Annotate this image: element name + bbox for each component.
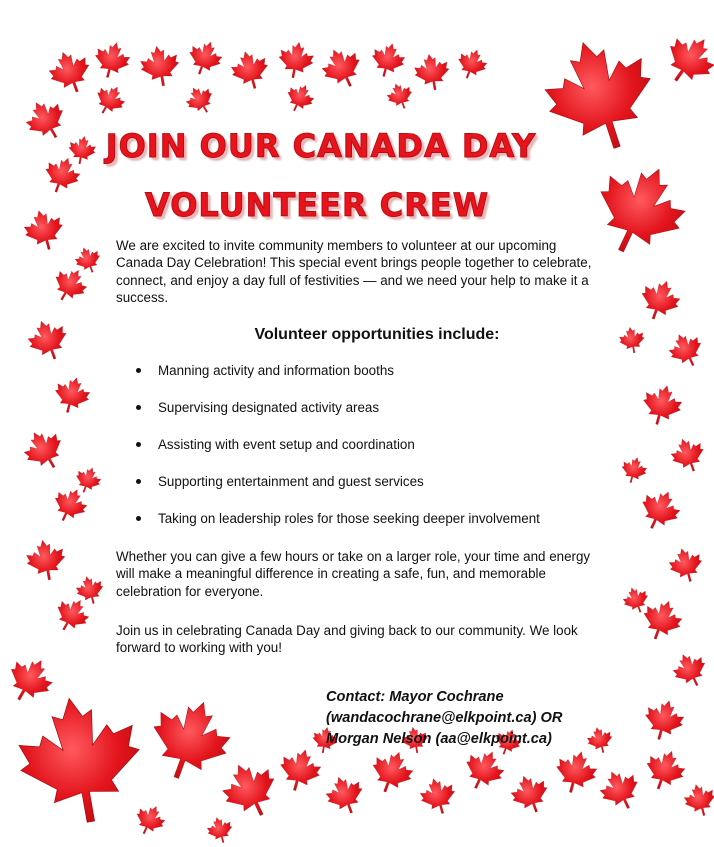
maple-leaf-icon [321, 771, 368, 819]
maple-leaf-icon [458, 744, 510, 796]
maple-leaf-icon [181, 81, 218, 119]
contact-line-3: Morgan Nelson (aa@elkpoint.ca) [326, 731, 552, 747]
maple-leaf-icon [205, 814, 236, 846]
maple-leaf-icon [634, 484, 686, 536]
maple-leaf-icon [316, 42, 368, 94]
maple-leaf-icon [594, 764, 646, 816]
maple-leaf-icon [368, 39, 408, 80]
maple-leaf-icon [90, 80, 130, 120]
maple-leaf-icon [138, 43, 183, 89]
bullet-icon [136, 516, 141, 521]
maple-leaf-icon [227, 47, 272, 93]
maple-leaf-icon [640, 696, 687, 745]
maple-leaf-icon [551, 746, 601, 797]
maple-leaf-icon [91, 38, 134, 82]
maple-leaf-icon [668, 648, 712, 693]
opportunities-list [136, 362, 540, 547]
bullet-icon [136, 368, 141, 373]
maple-leaf-icon [214, 754, 285, 826]
maple-leaf-icon [640, 745, 690, 796]
maple-leaf-icon [681, 781, 714, 820]
maple-leaf-icon [506, 770, 553, 818]
bullet-icon [136, 442, 141, 447]
maple-leaf-icon [619, 454, 650, 486]
list-item: Supervising designated activity areas [136, 399, 540, 436]
contact-info [326, 687, 616, 750]
maple-leaf-icon [44, 45, 96, 98]
maple-leaf-icon [17, 423, 70, 477]
maple-leaf-icon [620, 584, 652, 617]
contact-line-1: Contact: Mayor Cochrane [326, 689, 504, 705]
closing-paragraph: Whether you can give a few hours or take on a larger role, your time and energy will make a meaningful difference in creating a safe, fun, and memorable celebration for everyone. [116, 549, 591, 599]
maple-leaf-icon [656, 26, 714, 94]
maple-leaf-icon [51, 373, 94, 417]
maple-leaf-icon [49, 592, 94, 638]
maple-leaf-icon [0, 650, 60, 711]
maple-leaf-icon [10, 688, 150, 832]
list-item: Supporting entertainment and guest services [136, 473, 540, 510]
maple-leaf-icon [412, 51, 452, 92]
maple-leaf-icon [140, 689, 240, 790]
maple-leaf-icon [282, 80, 318, 117]
contact-line-2: (wandacochrane@elkpoint.ca) OR [326, 710, 563, 726]
maple-leaf-icon [453, 45, 490, 83]
maple-leaf-icon [667, 433, 709, 476]
title-line-1: JOIN OUR CANADA DAY [105, 127, 537, 165]
maple-leaf-icon [276, 39, 316, 80]
maple-leaf-icon [638, 381, 685, 430]
maple-leaf-icon [666, 544, 706, 585]
opportunities-heading: Volunteer opportunities include: [254, 326, 500, 343]
title-line-2: VOLUNTEER CREW [144, 186, 490, 224]
maple-leaf-icon [47, 262, 92, 308]
maple-leaf-icon [384, 80, 416, 113]
maple-leaf-icon [275, 744, 325, 795]
maple-leaf-icon [24, 537, 69, 583]
maple-leaf-icon [635, 275, 685, 326]
list-item: Manning activity and information booths [136, 362, 540, 399]
list-item: Assisting with event setup and coordination [136, 436, 540, 473]
maple-leaf-icon [637, 595, 687, 646]
bullet-icon [136, 405, 141, 410]
bullet-icon [136, 479, 141, 484]
list-item: Taking on leadership roles for those seeking deeper involvement [136, 510, 540, 547]
invitation-paragraph: Join us in celebrating Canada Day and giving back to our community. We look forward to working with you! [116, 623, 578, 656]
maple-leaf-icon [131, 800, 170, 839]
maple-leaf-icon [417, 774, 460, 818]
maple-leaf-icon [184, 36, 226, 79]
maple-leaf-icon [366, 745, 418, 798]
intro-paragraph: We are excited to invite community members to volunteer at our upcoming Canada Day Celebration! This special event brings people together to celebrate, connect, and enjoy a day full of festivities — and we need your help to make it a success. [116, 238, 592, 306]
